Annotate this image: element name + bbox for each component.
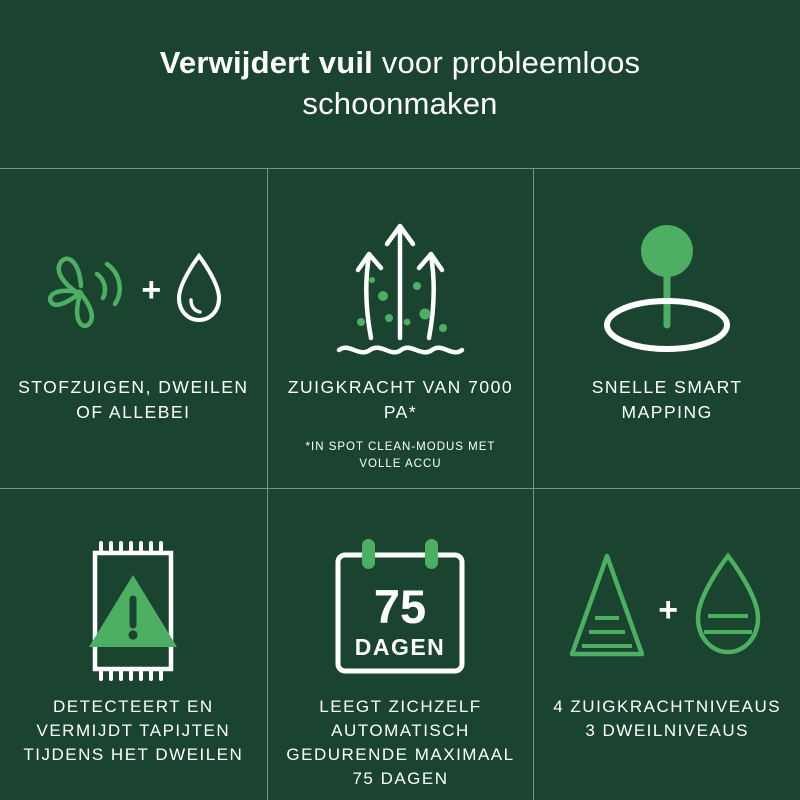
svg-text:DAGEN: DAGEN	[355, 634, 446, 660]
tower-and-ring-icon	[592, 215, 742, 365]
page-title	[60, 43, 740, 125]
droplet-levels-icon	[688, 548, 768, 672]
feature-cell-levels	[533, 488, 800, 800]
feature-cell-suction-power	[267, 168, 534, 488]
carpet-warning-icon	[73, 525, 193, 695]
plus-sign: +	[658, 591, 679, 629]
suction-arrows-icon	[325, 205, 475, 375]
arrows-and-particles-icon	[325, 210, 475, 370]
suction-levels-and-droplet-icon	[566, 525, 768, 695]
page-title-bold: Verwijdert vuil	[159, 45, 373, 81]
page-title-rest: voor probleemloos schoonmaken	[302, 45, 641, 121]
feature-caption: ZUIGKRACHT VAN 7000 PA*	[287, 377, 514, 422]
svg-text:75: 75	[374, 580, 427, 633]
droplet-icon	[171, 248, 227, 332]
feature-cell-smart-mapping	[533, 168, 800, 488]
calendar-75-days-icon	[316, 535, 484, 685]
feature-cell-vacuum-mop	[0, 168, 267, 488]
feature-cell-self-empty	[267, 488, 534, 800]
feature-caption: SNELLE SMART MAPPING	[591, 377, 743, 422]
feature-subcaption: *IN SPOT CLEAN-MODUS MET VOLLE ACCU	[305, 440, 496, 470]
feature-caption: DETECTEERT EN VERMIJDT TAPIJTEN TIJDENS HET DWEILEN	[23, 697, 244, 765]
feature-caption: LEEGT ZICHZELF AUTOMATISCH GEDURENDE MAXIMAAL 75 DAGEN	[286, 697, 515, 789]
header	[0, 0, 800, 168]
fan-and-droplet-icon	[39, 205, 227, 375]
plus-sign: +	[141, 271, 162, 309]
feature-cell-carpet-detect	[0, 488, 267, 800]
rug-and-alert-icon	[73, 535, 193, 685]
calendar-icon	[316, 525, 484, 695]
fan-icon	[39, 242, 131, 338]
lidar-mapping-icon	[592, 205, 742, 375]
level-arrow-icon	[566, 550, 648, 670]
feature-caption: 4 ZUIGKRACHTNIVEAUS 3 DWEILNIVEAUS	[553, 697, 782, 741]
feature-caption: STOFZUIGEN, DWEILEN OF ALLEBEI	[18, 377, 249, 422]
feature-grid	[0, 168, 800, 800]
